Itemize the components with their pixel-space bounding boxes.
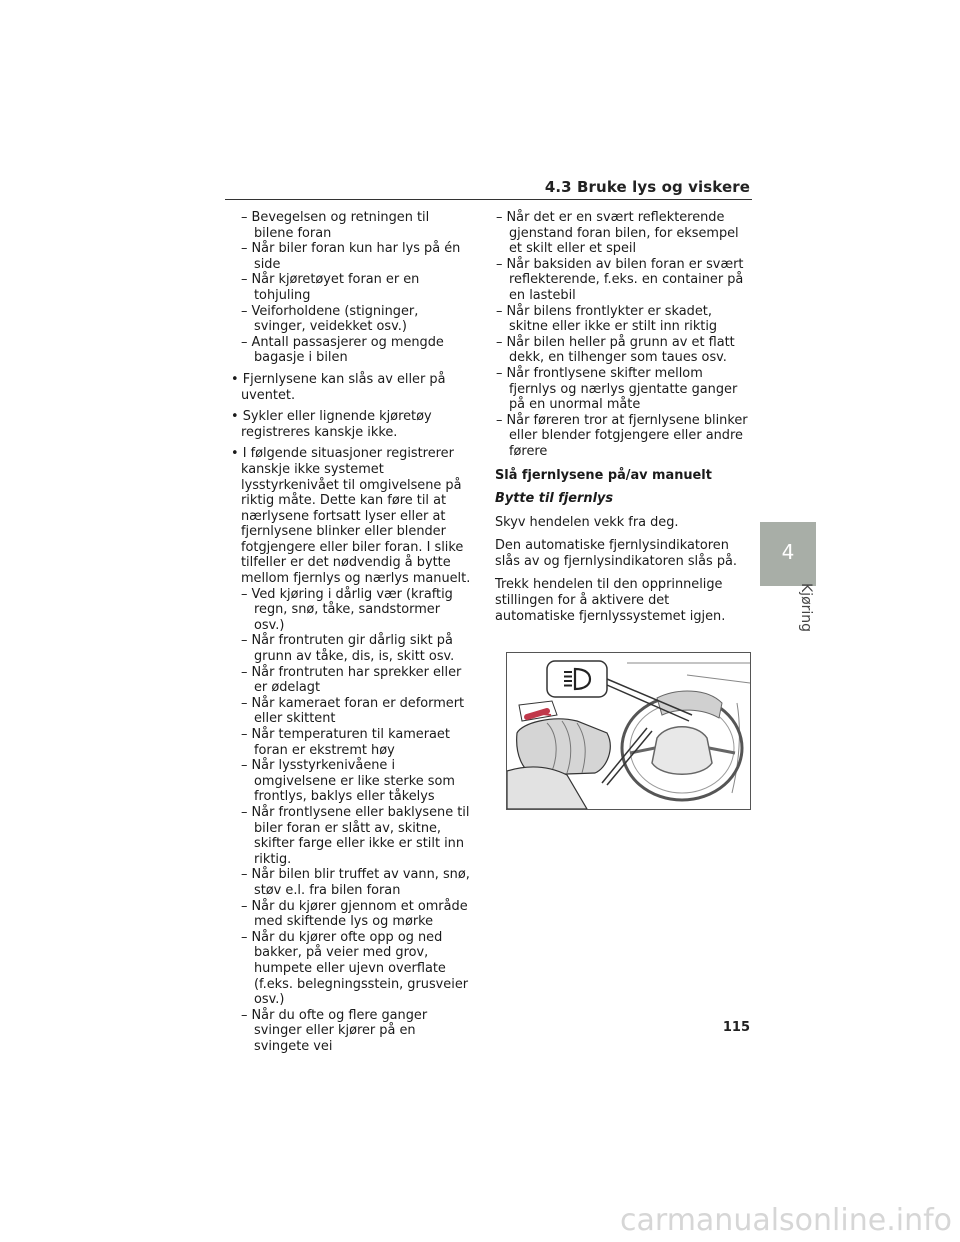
list-item: – Når føreren tror at fjernlysene blinker eller blender fotgjengere eller andre førere: [496, 412, 748, 459]
paragraph: Skyv hendelen vekk fra deg.: [495, 514, 679, 530]
chapter-number: 4: [781, 540, 795, 564]
list-item: – Når lysstyrkenivåene i omgivelsene er like sterke som frontlys, baklys eller tåkelys: [241, 758, 455, 805]
list-item: – Når du kjører ofte opp og ned bakker, på veier med grov, humpete eller ujevn overflate (f.eks. belegningsstein, grusveier osv.): [241, 929, 469, 1008]
dash-list-top: [227, 210, 472, 366]
list-item: – Når kjøretøyet foran er en tohjuling: [241, 272, 420, 303]
page-number: 115: [722, 1020, 750, 1035]
header-rule: [225, 199, 752, 200]
high-beam-indicator-icon: [562, 667, 592, 691]
figure-svg: [507, 653, 750, 809]
chapter-label: Kjøring: [798, 583, 814, 633]
paragraph: Trekk hendelen til den opprinnelige stillingen for å aktivere det automatiske fjernlyssystemet igjen.: [495, 577, 726, 624]
section-title: 4.3 Bruke lys og viskere: [544, 178, 750, 196]
list-item: – Når bilens frontlykter er skadet, skitne eller ikke er stilt inn riktig: [496, 303, 718, 335]
list-item: – Ved kjøring i dårlig vær (kraftig regn, snø, tåke, sandstormer osv.): [241, 586, 453, 633]
list-item: – Når biler foran kun har lys på én side: [241, 241, 461, 272]
list-item: – Når du kjører gjennom et område med skiftende lys og mørke: [241, 898, 468, 930]
list-item: – Når kameraet foran er deformert eller skittent: [241, 695, 465, 727]
list-item: – Når baksiden av bilen foran er svært reflekterende, f.eks. en container på en lastebil: [496, 256, 744, 303]
list-item: – Når bilen blir truffet av vann, snø, støv e.l. fra bilen foran: [241, 867, 470, 898]
list-item: – Når det er en svært reflekterende gjenstand foran bilen, for eksempel et skilt eller et speil: [496, 210, 739, 257]
right-column: [495, 210, 750, 624]
bullet-item: • Fjernlysene kan slås av eller på uventet.: [231, 371, 446, 403]
list-item: – Antall passasjerer og mengde bagasje i bilen: [241, 334, 444, 366]
paragraph: Den automatiske fjernlysindikatoren slås av og fjernlysindikatoren slås på.: [495, 538, 738, 569]
list-item: – Når frontlysene skifter mellom fjernlys og nærlys gjentatte ganger på en unormal måte: [496, 365, 738, 413]
list-item: – Når bilen heller på grunn av et flatt dekk, en tilhenger som taues osv.: [496, 334, 735, 366]
list-item: – Når frontlysene eller baklysene til biler foran er slått av, skitne, skifter farge eller ikke er stilt inn riktig.: [241, 804, 470, 867]
left-column: [227, 210, 472, 1054]
watermark: carmanualsonline.info: [620, 1203, 952, 1238]
bullet-item: • Sykler eller lignende kjøretøy registreres kanskje ikke.: [231, 409, 432, 440]
list-item: – Når temperaturen til kameraet foran er ekstremt høy: [241, 727, 450, 758]
section-heading: Slå fjernlysene på/av manuelt: [495, 467, 712, 483]
list-item: – Når frontruten har sprekker eller er ødelagt: [241, 664, 462, 696]
headlight-lever-illustration: [506, 652, 751, 810]
list-item: – Bevegelsen og retningen til bilene foran: [241, 210, 430, 241]
bullet-item: • I følgende situasjoner registrerer kanskje ikke systemet lysstyrkenivået til omgivelsene på riktig måte. Dette kan føre til at nærlysene fortsatt lyser eller at fjernlysene blinker eller blender fotgjengere eller biler foran. I slike tilfeller er det nødvendig å bytte mellom fjernlys og nærlys manuelt.: [231, 446, 471, 587]
list-item: – Når frontruten gir dårlig sikt på grunn av tåke, dis, is, skitt osv.: [241, 633, 455, 665]
list-item: – Når du ofte og flere ganger svinger eller kjører på en svingete vei: [241, 1007, 428, 1054]
list-item: – Veiforholdene (stigninger, svinger, veidekket osv.): [241, 303, 419, 335]
dash-list-right: [495, 210, 750, 460]
dash-list-sub: [227, 587, 472, 1055]
sub-heading: Bytte til fjernlys: [495, 491, 614, 507]
